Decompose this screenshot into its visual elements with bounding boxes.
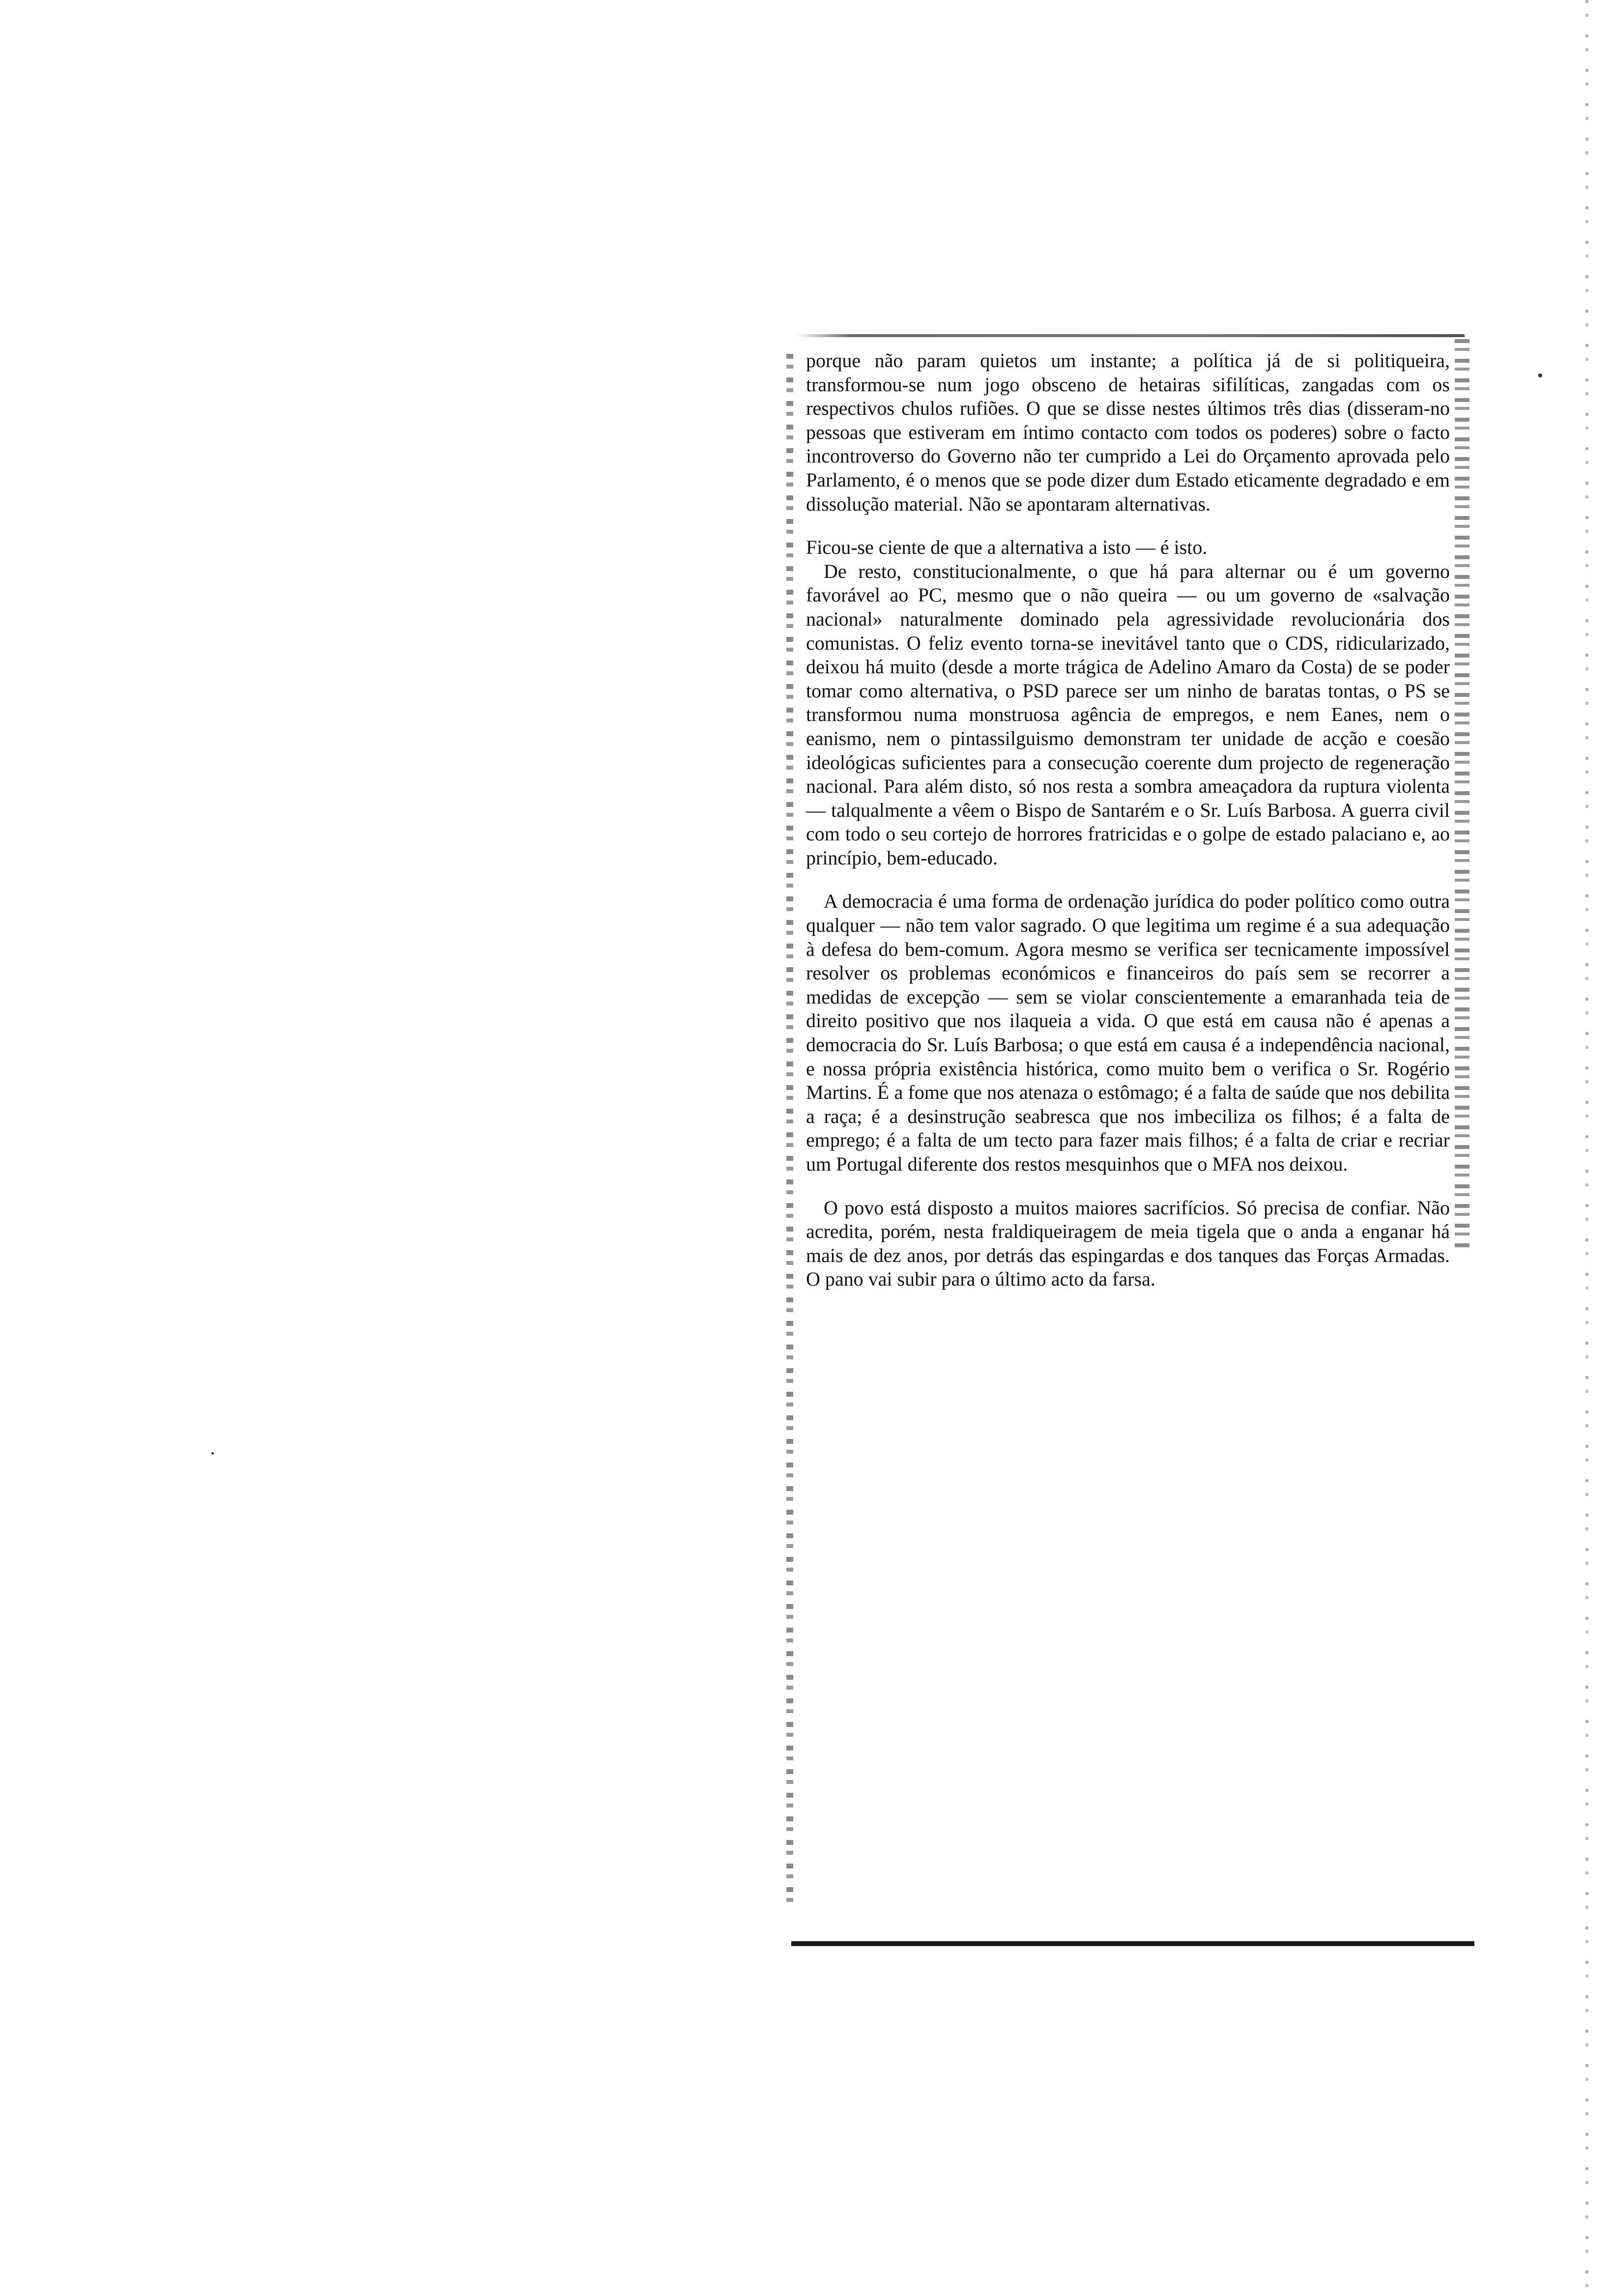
page-right-edge [1585,0,1588,2296]
scan-speck [1538,373,1542,377]
clipping-left-edge [786,354,793,1902]
clipping-top-rule [796,334,1465,337]
article-paragraph-2: Ficou-se ciente de que a alternativa a isto — é isto. [806,536,1208,559]
article-paragraph-4: A democracia é uma forma de ordenação jurídica do poder político como outra qualquer — não tem valor sagrado. O que legitima um regime é a sua adequação à defesa do bem-comum. Agora mesmo se verifica ser tecnicamente impossível resolver os problemas económicos e financeiros do país sem se recorrer a medidas de excepção — sem se violar conscientemente a emaranhada teia de direito positivo que nos ilaqueia a vida. O que está em causa não é apenas a democracia do Sr. Luís Barbosa; o que está em causa é a independência nacional, e nossa própria existência histórica, como muito bem o verifica o Sr. Rogério Martins. É a fome que nos atenaza o estômago; é a falta de saúde que nos debilita a raça; é a desinstrução seabresca que nos imbeciliza os filhos; é a falta de emprego; é a falta de um tecto para fazer mais filhos; é a falta de criar e recriar um Portugal diferente dos restos mesquinhos que o MFA nos deixou. [806,890,1450,1175]
newspaper-clipping [786,334,1474,1961]
scan-speck [211,1452,214,1455]
clipping-right-edge [1455,339,1469,1248]
article-body [806,349,1450,1292]
article-paragraph-3: De resto, constitucionalmente, o que há para alternar ou é um governo favorável ao PC, mesmo que o não queira — ou um governo de «salvação nacional» naturalmente dominado pela agressividade revolucionária dos comunistas. O feliz evento torna-se inevitável tanto que o CDS, ridicularizado, deixou há muito (desde a morte trágica de Adelino Amaro da Costa) de se poder tomar como alternativa, o PSD parece ser um ninho de baratas tontas, o PS se transformou numa monstruosa agência de empregos, e nem Eanes, nem o eanismo, nem o pintassilguismo demonstram ter unidade de acção e coesão ideológicas suficientes para a consecução coerente dum projecto de regeneração nacional. Para além disto, só nos resta a sombra ameaçadora da ruptura violenta — talqualmente a vêem o Bispo de Santarém e o Sr. Luís Barbosa. A guerra civil com todo o seu cortejo de horrores fratricidas e o golpe de estado palaciano e, ao princípio, bem-educado. [806,560,1450,869]
clipping-bottom-rule [791,1941,1474,1946]
article-paragraph-1: porque não param quietos um instante; a política já de si politiqueira, transformou-se num jogo obsceno de hetairas sifilíticas, zangadas com os respectivos chulos rufiões. O que se disse nestes últimos três dias (disseram-no pessoas que estiveram em íntimo contacto com todos os poderes) sobre o facto incontroverso do Governo não ter cumprido a Lei do Orçamento aprovada pelo Parlamento, é o menos que se pode dizer dum Estado eticamente degradado e em dissolução material. Não se apontaram alternativas. [806,349,1450,515]
article-paragraph-5: O povo está disposto a muitos maiores sacrifícios. Só precisa de confiar. Não acredita, porém, nesta fraldiqueiragem de meia tigela que o anda a enganar há mais de dez anos, por detrás das espingardas e dos tanques das Forças Armadas. O pano vai subir para o último acto da farsa. [806,1196,1450,1291]
